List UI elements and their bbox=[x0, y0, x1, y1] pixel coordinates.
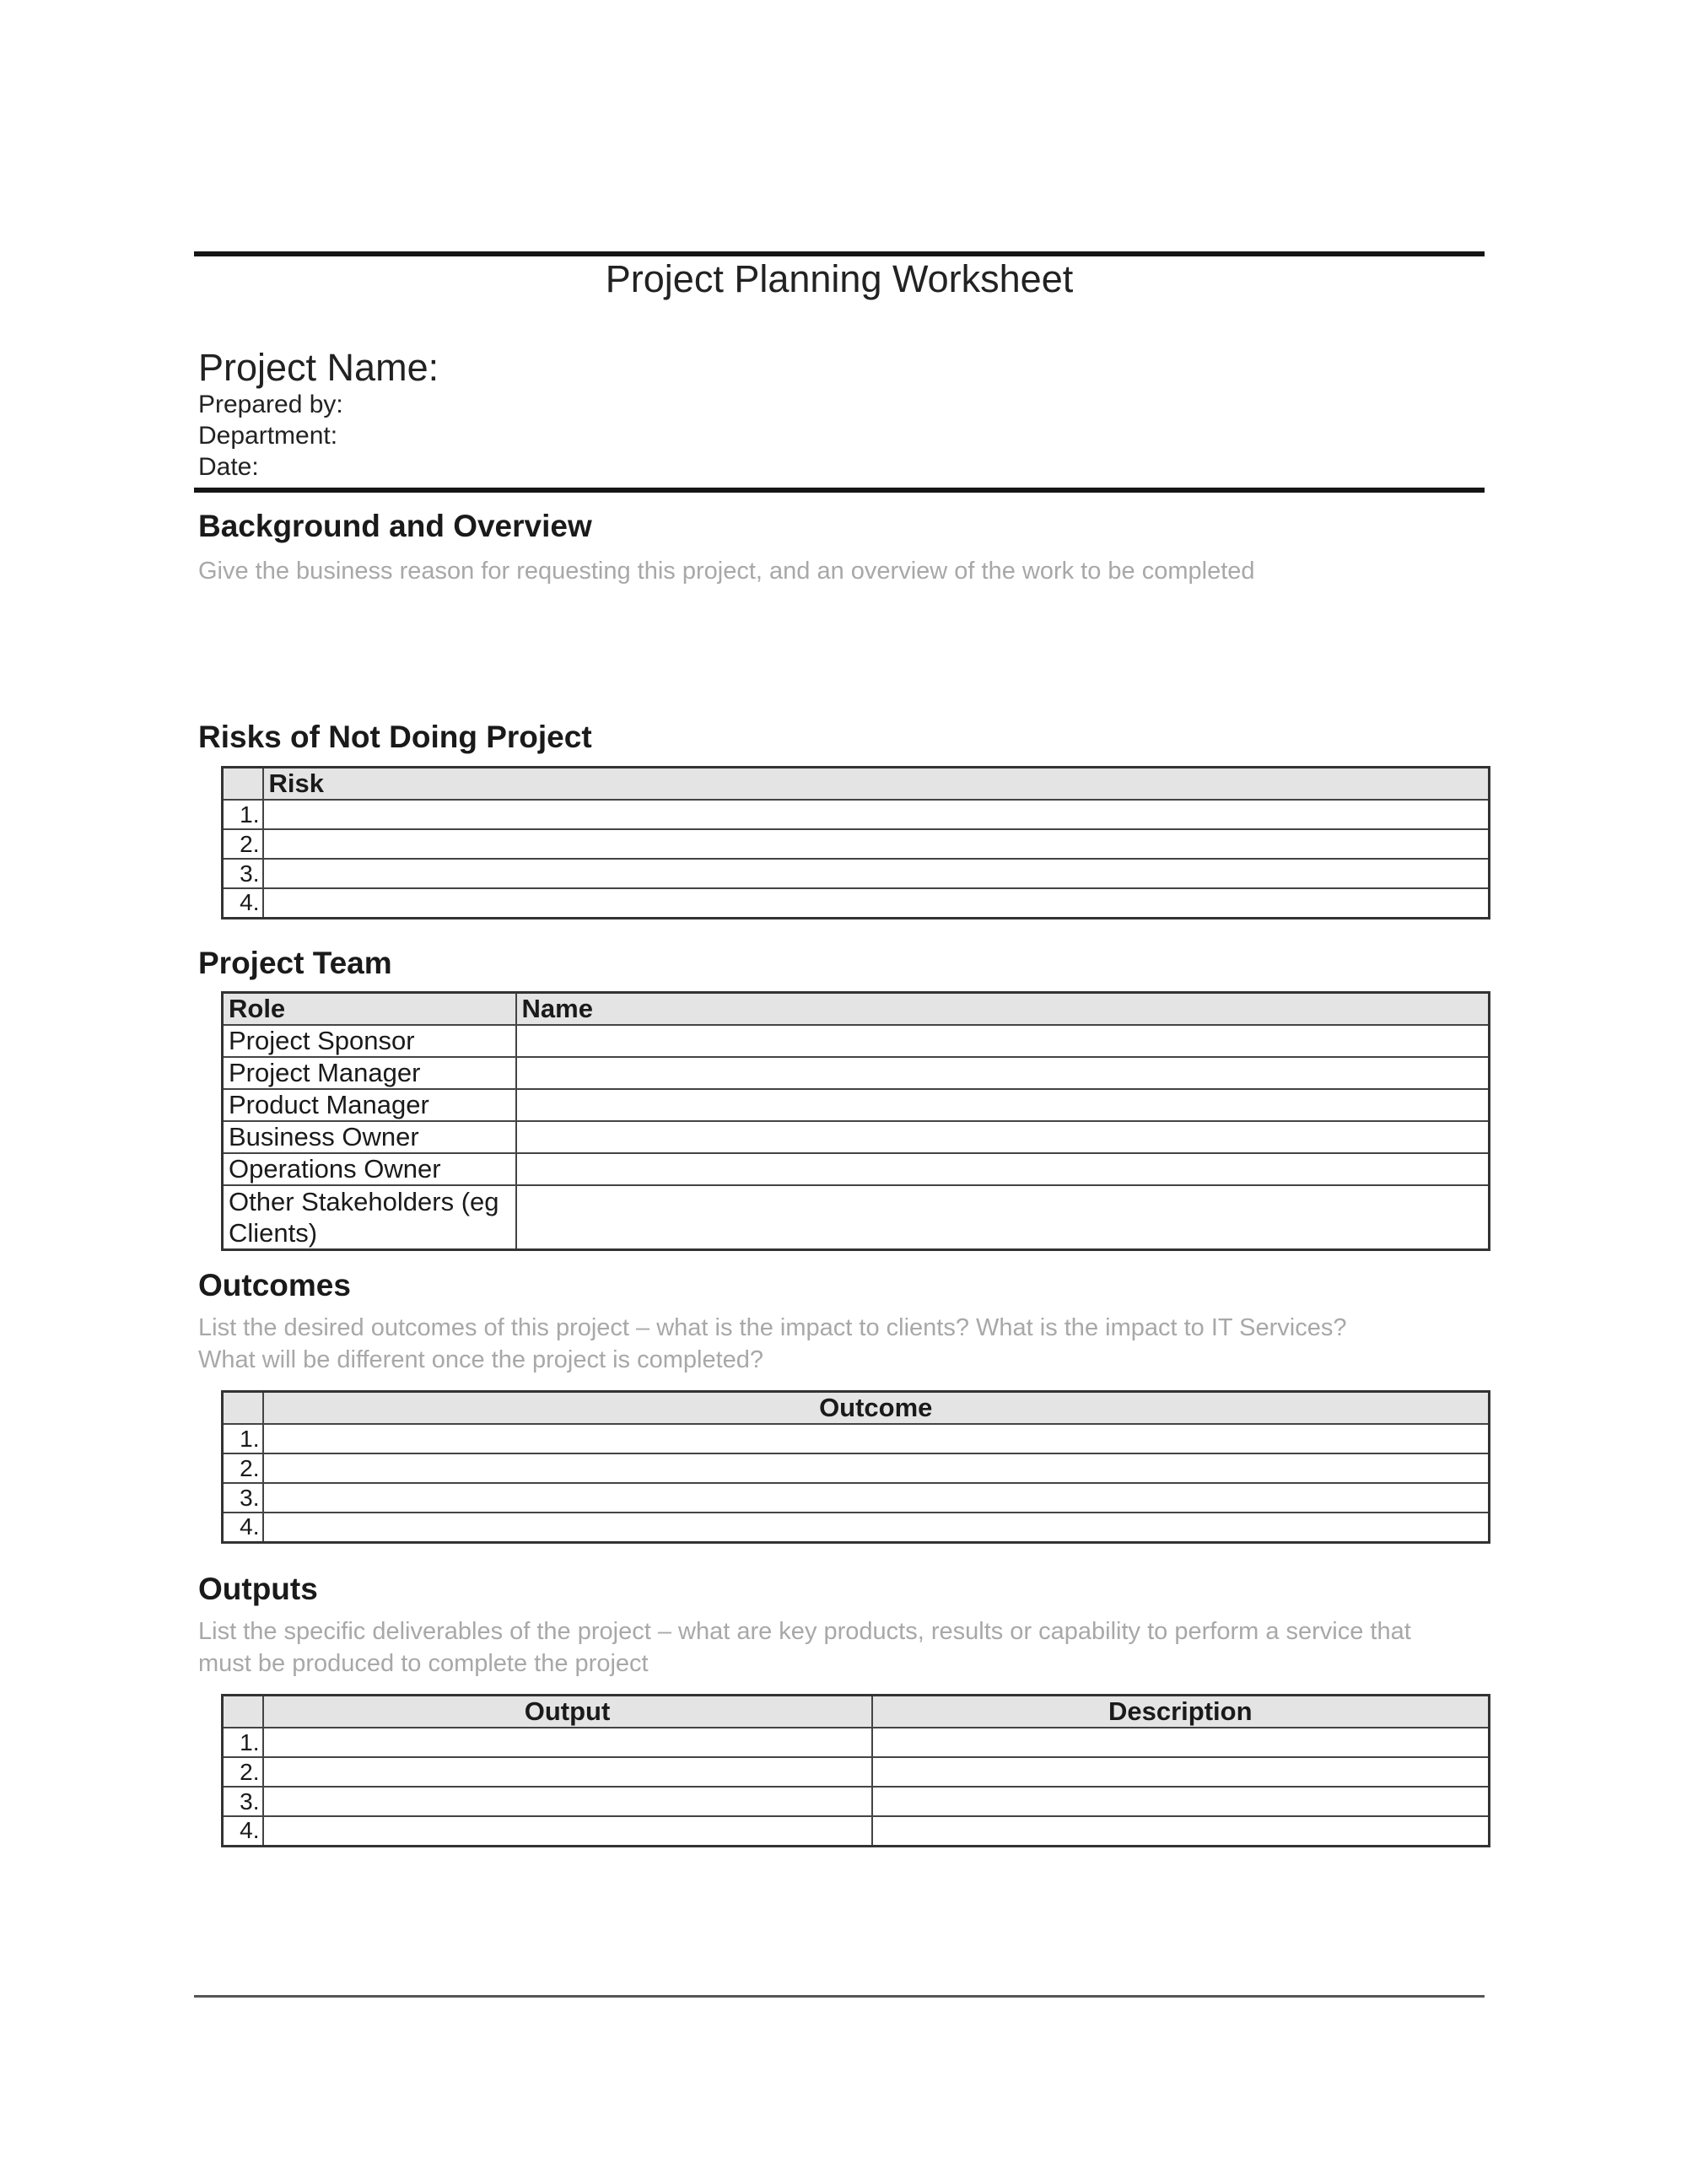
department-label: Department: bbox=[198, 422, 338, 450]
row-number: 3. bbox=[223, 1787, 263, 1816]
name-cell[interactable] bbox=[516, 1025, 1490, 1057]
role-cell: Project Manager bbox=[223, 1057, 516, 1089]
table-row bbox=[223, 800, 1490, 829]
description-cell[interactable] bbox=[872, 1757, 1490, 1787]
row-number: 2. bbox=[223, 1757, 263, 1787]
outcome-cell[interactable] bbox=[263, 1424, 1490, 1453]
outcome-cell[interactable] bbox=[263, 1453, 1490, 1483]
table-row bbox=[223, 888, 1490, 918]
table-row bbox=[223, 1089, 1490, 1121]
row-number: 4. bbox=[223, 1816, 263, 1846]
row-number: 1. bbox=[223, 800, 263, 829]
description-cell[interactable] bbox=[872, 1787, 1490, 1816]
table-row bbox=[223, 1185, 1490, 1250]
row-number: 4. bbox=[223, 1513, 263, 1542]
risk-cell[interactable] bbox=[263, 800, 1490, 829]
table-header-row bbox=[223, 993, 1490, 1026]
row-number: 3. bbox=[223, 859, 263, 888]
risk-cell[interactable] bbox=[263, 829, 1490, 859]
name-cell[interactable] bbox=[516, 1121, 1490, 1153]
output-cell[interactable] bbox=[263, 1787, 872, 1816]
outcomes-hint: List the desired outcomes of this project – what is the impact to clients? What is the impact to IT Services? What will be different once the project is completed? bbox=[198, 1314, 1347, 1373]
description-column-header: Description bbox=[872, 1696, 1490, 1728]
header-cell-blank bbox=[223, 768, 263, 801]
table-row bbox=[223, 829, 1490, 859]
header-rule bbox=[194, 488, 1485, 493]
table-row bbox=[223, 1728, 1490, 1757]
risk-column-header: Risk bbox=[263, 768, 1490, 801]
outputs-hint: List the specific deliverables of the project – what are key products, results or capability to perform a service that must be produced to complete the project bbox=[198, 1618, 1411, 1677]
outcome-cell[interactable] bbox=[263, 1483, 1490, 1513]
outputs-table bbox=[221, 1694, 1490, 1847]
output-cell[interactable] bbox=[263, 1757, 872, 1787]
table-header-row bbox=[223, 768, 1490, 801]
role-cell: Operations Owner bbox=[223, 1153, 516, 1185]
risks-table bbox=[221, 766, 1490, 919]
table-header-row bbox=[223, 1392, 1490, 1425]
output-column-header: Output bbox=[263, 1696, 872, 1728]
role-cell: Business Owner bbox=[223, 1121, 516, 1153]
team-table bbox=[221, 991, 1490, 1251]
table-row bbox=[223, 1453, 1490, 1483]
row-number: 2. bbox=[223, 1453, 263, 1483]
output-cell[interactable] bbox=[263, 1728, 872, 1757]
table-row bbox=[223, 1513, 1490, 1542]
description-cell[interactable] bbox=[872, 1816, 1490, 1846]
name-cell[interactable] bbox=[516, 1057, 1490, 1089]
footer-rule bbox=[194, 1995, 1485, 1998]
name-cell[interactable] bbox=[516, 1089, 1490, 1121]
prepared-by-label: Prepared by: bbox=[198, 391, 343, 418]
header-cell-blank bbox=[223, 1392, 263, 1425]
outcomes-heading: Outcomes bbox=[198, 1268, 351, 1302]
risk-cell[interactable] bbox=[263, 859, 1490, 888]
role-cell: Project Sponsor bbox=[223, 1025, 516, 1057]
role-cell: Product Manager bbox=[223, 1089, 516, 1121]
role-column-header: Role bbox=[223, 993, 516, 1026]
table-row bbox=[223, 1424, 1490, 1453]
table-header-row bbox=[223, 1696, 1490, 1728]
table-row bbox=[223, 1757, 1490, 1787]
output-cell[interactable] bbox=[263, 1816, 872, 1846]
description-cell[interactable] bbox=[872, 1728, 1490, 1757]
row-number: 1. bbox=[223, 1424, 263, 1453]
table-row bbox=[223, 1483, 1490, 1513]
team-heading: Project Team bbox=[198, 946, 392, 980]
outcome-column-header: Outcome bbox=[263, 1392, 1490, 1425]
row-number: 3. bbox=[223, 1483, 263, 1513]
name-column-header: Name bbox=[516, 993, 1490, 1026]
outcome-cell[interactable] bbox=[263, 1513, 1490, 1542]
project-name-label: Project Name: bbox=[198, 346, 439, 389]
row-number: 2. bbox=[223, 829, 263, 859]
background-heading: Background and Overview bbox=[198, 509, 592, 543]
table-row bbox=[223, 1121, 1490, 1153]
top-rule bbox=[194, 251, 1485, 256]
row-number: 1. bbox=[223, 1728, 263, 1757]
risks-heading: Risks of Not Doing Project bbox=[198, 720, 592, 754]
table-row bbox=[223, 1816, 1490, 1846]
table-row bbox=[223, 1025, 1490, 1057]
name-cell[interactable] bbox=[516, 1185, 1490, 1250]
role-cell: Other Stakeholders (eg Clients) bbox=[223, 1185, 516, 1250]
page-title: Project Planning Worksheet bbox=[605, 257, 1074, 300]
outcomes-table bbox=[221, 1390, 1490, 1544]
name-cell[interactable] bbox=[516, 1153, 1490, 1185]
header-cell-blank bbox=[223, 1696, 263, 1728]
table-row bbox=[223, 859, 1490, 888]
table-row bbox=[223, 1787, 1490, 1816]
table-row bbox=[223, 1153, 1490, 1185]
row-number: 4. bbox=[223, 888, 263, 918]
risk-cell[interactable] bbox=[263, 888, 1490, 918]
table-row bbox=[223, 1057, 1490, 1089]
outputs-heading: Outputs bbox=[198, 1572, 318, 1606]
date-label: Date: bbox=[198, 453, 259, 481]
background-hint: Give the business reason for requesting this project, and an overview of the work to be completed bbox=[198, 558, 1255, 585]
